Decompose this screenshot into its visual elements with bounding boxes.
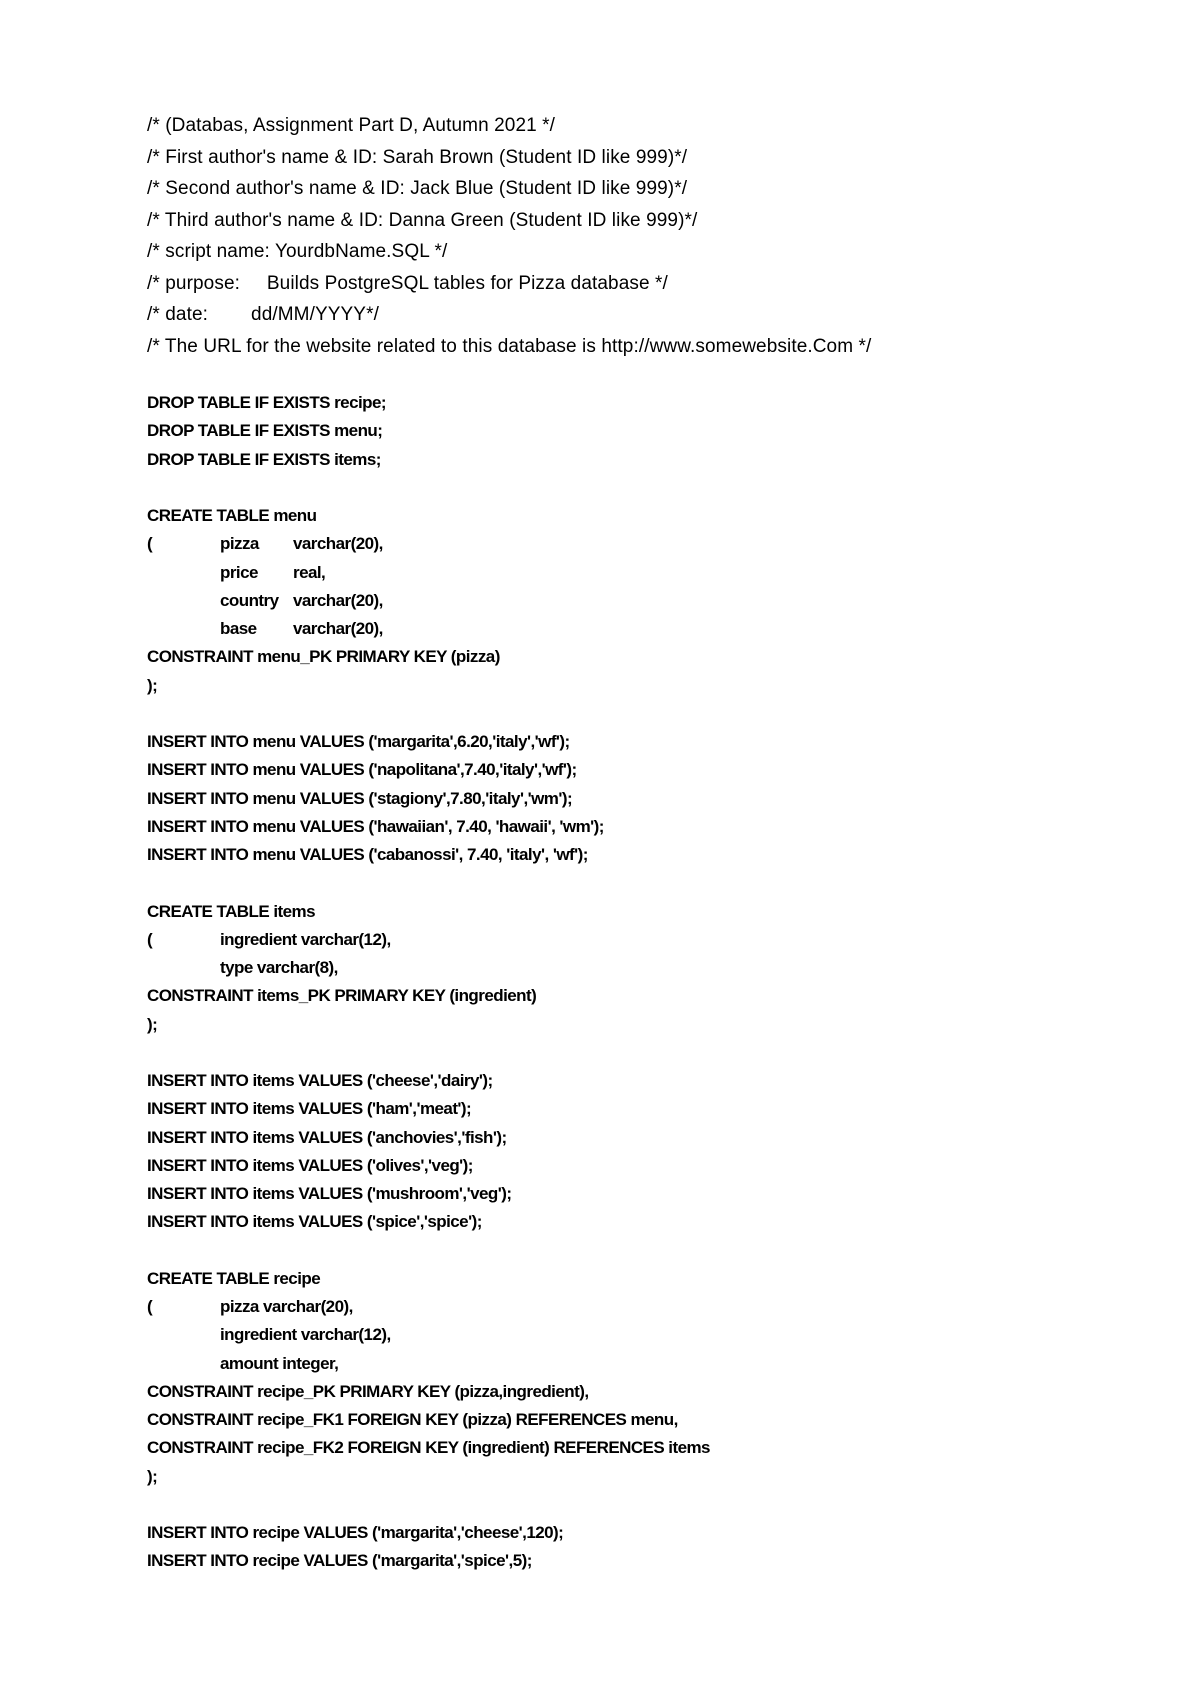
insert-statement: INSERT INTO menu VALUES ('margarita',6.20,'italy','wf'); [147, 732, 570, 751]
blank-line [147, 1237, 1147, 1265]
insert-statement: INSERT INTO recipe VALUES ('margarita','spice',5); [147, 1551, 532, 1571]
column-definition [147, 530, 1147, 558]
comment-line: /* script name: YourdbName.SQL */ [147, 241, 448, 262]
column-def: type varchar(8), [220, 958, 338, 977]
insert-statement: INSERT INTO menu VALUES ('cabanossi', 7.40, 'italy', 'wf'); [147, 845, 588, 864]
open-paren: ( [147, 534, 153, 554]
column-type: real, [293, 562, 326, 582]
comment-line: /* date: dd/MM/YYYY*/ [147, 304, 379, 325]
drop-statement: DROP TABLE IF EXISTS items; [147, 449, 381, 469]
column-definition [147, 926, 1147, 954]
open-paren: ( [147, 929, 153, 949]
column-name: base [220, 619, 257, 638]
blank-line [147, 700, 1147, 728]
blank-line [147, 1491, 1147, 1519]
column-name: pizza [220, 534, 259, 554]
close-paren: ); [147, 1466, 158, 1486]
drop-statement: DROP TABLE IF EXISTS menu; [147, 421, 383, 441]
column-def: ingredient varchar(12), [220, 929, 391, 949]
comment-line: /* First author's name & ID: Sarah Brown (Student ID like 999)*/ [147, 146, 688, 168]
column-definition [147, 1321, 1147, 1349]
column-definition [147, 587, 1147, 615]
create-table-recipe: CREATE TABLE recipe [147, 1268, 321, 1288]
constraint-line: CONSTRAINT menu_PK PRIMARY KEY (pizza) [147, 647, 500, 667]
constraint-line: CONSTRAINT recipe_FK2 FOREIGN KEY (ingredient) REFERENCES items [147, 1438, 710, 1458]
header-comment-block [147, 110, 1147, 362]
constraint-line: CONSTRAINT items_PK PRIMARY KEY (ingredient) [147, 986, 537, 1006]
blank-line [147, 1039, 1147, 1067]
column-type: varchar(20), [293, 534, 383, 554]
create-table-menu: CREATE TABLE menu [147, 506, 317, 525]
column-def: amount integer, [220, 1353, 339, 1373]
insert-statement: INSERT INTO items VALUES ('cheese','dairy'); [147, 1071, 493, 1090]
column-name: country [220, 590, 279, 610]
constraint-line: CONSTRAINT recipe_FK1 FOREIGN KEY (pizza) REFERENCES menu, [147, 1410, 678, 1429]
column-def: pizza varchar(20), [220, 1297, 353, 1316]
constraint-line: CONSTRAINT recipe_PK PRIMARY KEY (pizza,ingredient), [147, 1381, 589, 1401]
column-def: ingredient varchar(12), [220, 1325, 391, 1345]
insert-statement: INSERT INTO recipe VALUES ('margarita','cheese',120); [147, 1523, 564, 1542]
close-paren: ); [147, 675, 158, 695]
insert-statement: INSERT INTO items VALUES ('spice','spice'); [147, 1212, 482, 1232]
comment-line: /* Second author's name & ID: Jack Blue (Student ID like 999)*/ [147, 178, 688, 199]
create-table-items: CREATE TABLE items [147, 901, 315, 921]
insert-statement: INSERT INTO items VALUES ('olives','veg'); [147, 1155, 473, 1175]
sql-code-block [147, 389, 1147, 1576]
column-type: varchar(20), [293, 590, 383, 610]
column-name: price [220, 562, 258, 582]
blank-line [147, 474, 1147, 502]
insert-statement: INSERT INTO items VALUES ('ham','meat'); [147, 1099, 472, 1119]
close-paren: ); [147, 1014, 158, 1034]
comment-line: /* purpose: Builds PostgreSQL tables for Pizza database */ [147, 272, 668, 294]
column-definition [147, 954, 1147, 982]
column-type: varchar(20), [293, 619, 383, 638]
drop-statement: DROP TABLE IF EXISTS recipe; [147, 393, 387, 412]
comment-line: /* The URL for the website related to this database is http://www.somewebsite.Com */ [147, 335, 872, 357]
insert-statement: INSERT INTO menu VALUES ('napolitana',7.40,'italy','wf'); [147, 760, 577, 780]
column-definition [147, 559, 1147, 587]
column-definition [147, 1350, 1147, 1378]
insert-statement: INSERT INTO items VALUES ('anchovies','fish'); [147, 1127, 507, 1147]
blank-line [147, 869, 1147, 897]
column-definition [147, 615, 1147, 643]
open-paren: ( [147, 1297, 153, 1316]
insert-statement: INSERT INTO menu VALUES ('stagiony',7.80,'italy','wm'); [147, 788, 573, 808]
column-definition [147, 1293, 1147, 1321]
insert-statement: INSERT INTO menu VALUES ('hawaiian', 7.40, 'hawaii', 'wm'); [147, 816, 604, 836]
comment-line: /* (Databas, Assignment Part D, Autumn 2021 */ [147, 115, 556, 136]
comment-line: /* Third author's name & ID: Danna Green (Student ID like 999)*/ [147, 209, 698, 231]
insert-statement: INSERT INTO items VALUES ('mushroom','veg'); [147, 1184, 512, 1203]
